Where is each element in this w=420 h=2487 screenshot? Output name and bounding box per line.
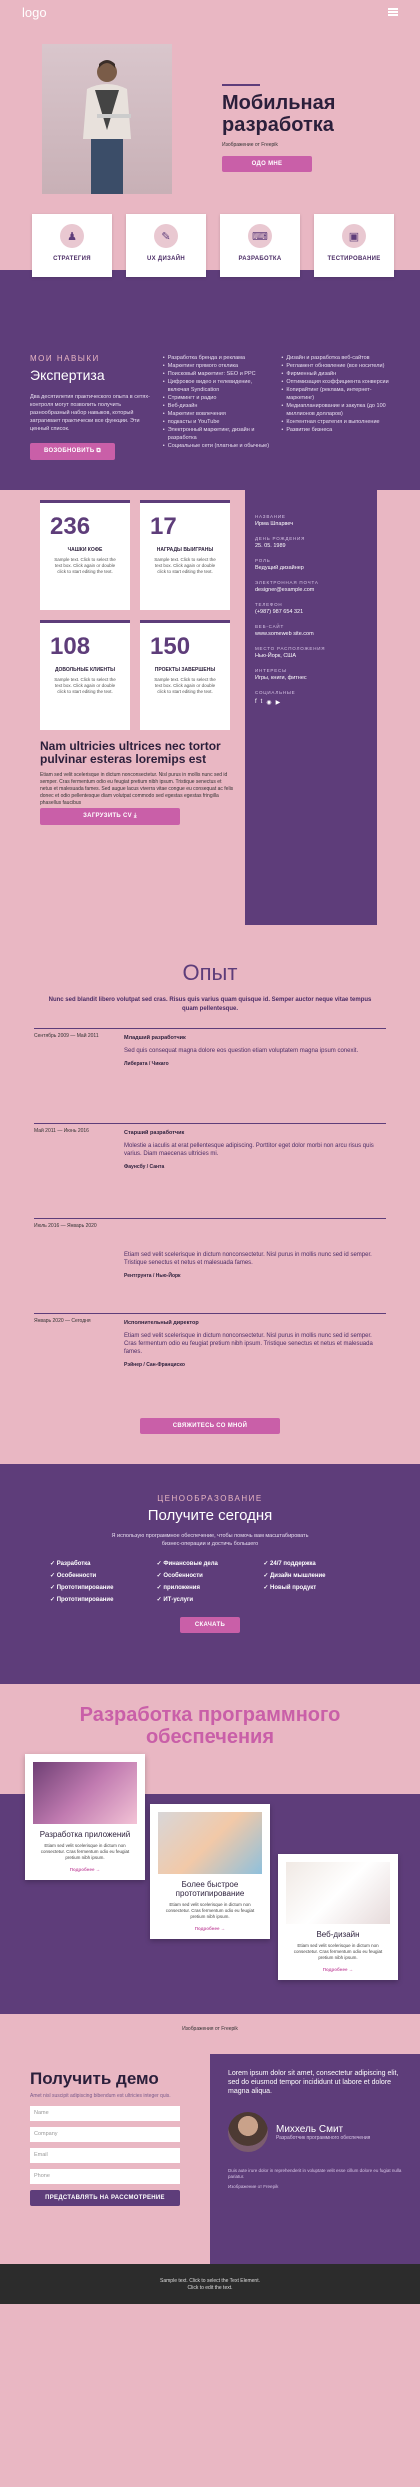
card-link[interactable]: Подробнее → [194, 1926, 226, 1931]
experience-body [124, 1223, 386, 1313]
demo-title: Получить демо [30, 2069, 159, 2088]
demo-text: Amet nisl suscipit adipiscing bibendum est ultricies integer quis. [30, 2093, 171, 2099]
feature-item: ✓ Финансовые дела [157, 1560, 264, 1567]
stat-text: Sample text. Click to select the text box. Click again or double click to start editing the text. [154, 557, 216, 574]
software-section [0, 1684, 420, 2054]
experience-company: Рентгрунта / Нью-Йорк [124, 1273, 181, 1279]
skill-item: • Электронный маркетинг, дизайн и разработка [163, 426, 272, 442]
skill-item: • Социальные сети (платные и обычные) [163, 442, 272, 450]
experience-item [34, 1313, 386, 1408]
section-heading: Nam ultricies ultrices nec tortor pulvinar esteras loremips est [40, 739, 221, 766]
service-card[interactable] [314, 214, 394, 277]
profile-value: Игры, книги, фитнес [255, 675, 307, 681]
page-title: Мобильная разработка [222, 92, 336, 136]
download-cv-button[interactable]: ЗАГРУЗИТЬ CV ⤓ [40, 808, 180, 825]
profile-value: Ирма Шпарвеч [255, 521, 294, 527]
card-image [158, 1812, 262, 1874]
experience-company: Фаунсбу / Санта [124, 1164, 165, 1170]
services-section [0, 214, 420, 354]
service-label: ТЕСТИРОВАНИЕ [327, 256, 381, 262]
experience-title: Опыт [182, 960, 238, 985]
name-field[interactable]: Name [30, 2106, 180, 2121]
menu-icon[interactable] [388, 8, 398, 16]
service-card[interactable] [220, 214, 300, 277]
service-card[interactable] [126, 214, 206, 277]
skill-item: • Поисковый маркетинг: SEO и PPC [163, 370, 272, 378]
profile-label: ДЕНЬ РОЖДЕНИЯ [255, 536, 306, 541]
skill-item: • Копирайтинг (реклама, интернет-маркетинг) [281, 386, 390, 402]
stat-number: 150 [150, 633, 191, 660]
phone-field[interactable]: Phone [30, 2169, 180, 2184]
experience-date: Январь 2020 — Сегодня [34, 1318, 91, 1324]
about-button[interactable]: ОДО МНЕ [222, 156, 312, 172]
profile-card [245, 490, 377, 925]
card-image [286, 1862, 390, 1924]
pricing-title: Получите сегодня [147, 1507, 273, 1524]
stat-number: 108 [50, 633, 91, 660]
card-title: Разработка приложений [39, 1830, 131, 1839]
development-icon: ⌨ [248, 224, 272, 248]
logo[interactable]: logo [22, 4, 47, 20]
skill-item: • Цифровое видео и телевидение, включая Syndication [163, 378, 272, 394]
stat-card [140, 620, 230, 730]
testimonial-quote: Lorem ipsum dolor sit amet, consectetur adipiscing elit, sed do eiusmod tempor incididunt ut labore et dolore magna aliqua. [228, 2070, 399, 2095]
email-field[interactable]: Email [30, 2148, 180, 2163]
profile-value: designer@example.com [255, 587, 315, 593]
image-credit[interactable]: Изображение от Freepik [228, 2184, 279, 2189]
skill-item: • Маркетинг вовлечения [163, 410, 272, 418]
expertise-text: Два десятилетия практического опыта в сетях-контроля могут позволить получить разнообразный набор навыков, который затрагивает практически все функции. Эти ценный список. [30, 394, 150, 432]
profile-label: ТЕЛЕФОН [255, 602, 283, 607]
card-title: Веб-дизайн [316, 1930, 360, 1939]
service-label: РАЗРАБОТКА [238, 256, 282, 262]
stat-caption: ДОВОЛЬНЫЕ КЛИЕНТЫ [54, 667, 116, 673]
experience-body [124, 1318, 386, 1408]
stat-text: Sample text. Click to select the text box. Click again or double click to start editing the text. [54, 677, 116, 694]
stat-card [40, 500, 130, 610]
profile-value: Ведущий дизайнер [255, 565, 304, 571]
service-label: UX ДИЗАЙН [146, 256, 186, 262]
feature-item: ✓ Особенности [157, 1572, 264, 1579]
feature-item: ✓ 24/7 поддержка [263, 1560, 370, 1567]
card-link[interactable]: Подробнее → [69, 1867, 101, 1872]
card-text: Etiam sed velit scelerisque in dictum non consectetur. Cras fermentum odio eu feugiat pretium nibh ipsum. [40, 1843, 130, 1860]
skill-item: • Стримингт и радио [163, 394, 272, 402]
skills-list-2 [281, 354, 390, 460]
card-image [33, 1762, 137, 1824]
feature-item: ✓ Дизайн мышление [263, 1572, 370, 1579]
card-text: Etiam sed velit scelerisque in dictum non consectetur. Cras fermentum odio eu feugiat pretium nibh ipsum. [293, 1943, 383, 1960]
stat-caption: ЧАШКИ КОФЕ [67, 547, 103, 553]
download-button[interactable]: СКАЧАТЬ [180, 1617, 240, 1633]
experience-item [34, 1218, 386, 1313]
profile-value: (+987) 987 654 321 [255, 609, 304, 615]
expertise-title: Экспертиза [30, 367, 105, 383]
stat-card [40, 620, 130, 730]
resume-button[interactable]: ВОЗОБНОВИТЬ ⧉ [30, 443, 115, 460]
feature-item: ✓ Новый продукт [263, 1584, 370, 1591]
skills-list-1 [163, 354, 272, 460]
experience-date: Июль 2016 — Январь 2020 [34, 1223, 97, 1229]
skill-item: • Регламент обновление (все носители) [281, 362, 390, 370]
images-credit[interactable]: Изображения от Freepik [182, 2026, 238, 2032]
profile-value: 25. 05. 1989 [255, 543, 286, 549]
company-field[interactable]: Company [30, 2127, 180, 2142]
title-divider [222, 84, 260, 86]
pricing-section [0, 1464, 420, 1684]
pricing-subtitle: ЦЕНООБРАЗОВАНИЕ [157, 1494, 263, 1503]
stat-number: 236 [50, 513, 91, 540]
experience-item [34, 1028, 386, 1123]
experience-intro: Nunc sed blandit libero volutpat sed cras. Risus quis varius quam quisque id. Semper auctor neque vitae tempus quam pellentesque. [48, 997, 372, 1012]
experience-desc: Etiam sed velit scelerisque in dictum nonconsectetur. Nisl purus in mollis nunc sed id semper. Cras fermentum odio eu feugiat pretium nibh ipsum. Tristique senectus et netus et malesuada fames. [124, 1333, 373, 1355]
service-card[interactable] [150, 1804, 270, 1939]
skill-item: • Разработка бренда и реклама [163, 354, 272, 362]
experience-body [124, 1033, 386, 1123]
feature-item: ✓ Особенности [50, 1572, 157, 1579]
skill-item: • Маркетинг прямого отклика [163, 362, 272, 370]
instagram-icon[interactable]: ◉ [266, 700, 272, 706]
skill-item: • Дизайн и разработка веб-сайтов [281, 354, 390, 362]
testimonial-note: Duis aute irure dolor in reprehenderit in voluptate velit esse cillum dolore eu fugiat nulla pariatur. [228, 2168, 402, 2179]
ux-design-icon: ✎ [154, 224, 178, 248]
experience-role: Старший разработчик [124, 1130, 185, 1136]
profile-label: ЭЛЕКТРОННАЯ ПОЧТА [255, 580, 319, 585]
twitter-icon[interactable]: t [260, 699, 263, 705]
feature-item: ✓ Прототипирование [50, 1584, 157, 1591]
profile-label: СОЦИАЛЬНЫЕ [255, 690, 296, 695]
experience-company: Либерата / Чикаго [124, 1061, 169, 1067]
avatar [228, 2112, 268, 2152]
profile-label: РОЛЬ [255, 558, 271, 563]
footer-text: Click to edit the text. [187, 2285, 233, 2291]
card-text: Etiam sed velit scelerisque in dictum non consectetur. Cras fermentum odio eu feugiat pretium nibh ipsum. [165, 1902, 255, 1919]
header [0, 0, 420, 24]
stat-caption: ПРОЕКТЫ ЗАВЕРШЕНЫ [154, 667, 216, 673]
footer-text: Sample text. Click to select the Text Element. [160, 2278, 260, 2284]
image-credit[interactable]: Изображение от Freepik [222, 142, 278, 148]
expertise-section [0, 354, 420, 490]
experience-desc: Molestie a iaculis at erat pellentesque adipiscing. Porttitor eget dolor morbi non arcu risus quis varius. Diam maecenas ultricies mi. [124, 1143, 374, 1157]
service-card[interactable] [278, 1854, 398, 1980]
profile-label: ВЕБ-САЙТ [255, 624, 284, 629]
experience-role: Исполнительный директор [124, 1320, 199, 1326]
skill-item: • Контентная стратегия и выполнение [281, 418, 390, 426]
contact-button[interactable]: СВЯЖИТЕСЬ СО МНОЙ [140, 1418, 280, 1434]
youtube-icon[interactable]: ▶ [275, 700, 281, 706]
pricing-text: Я использую программное обеспечение, чтобы помочь вам масштабировать бизнес-операции и достичь большего [111, 1533, 309, 1547]
testing-icon: ▣ [342, 224, 366, 248]
hero-photo [42, 44, 172, 194]
demo-section [0, 2054, 420, 2264]
service-label: СТРАТЕГИЯ [53, 256, 91, 262]
stat-text: Sample text. Click to select the text box. Click again or double click to start editing the text. [154, 677, 216, 694]
feature-item: ✓ приложения [157, 1584, 264, 1591]
skill-item: • Медиапланирование и закупка (до 100 миллионов долларов) [281, 402, 390, 418]
service-card[interactable] [32, 214, 112, 277]
skill-item: • Фирменный дизайн [281, 370, 390, 378]
card-link[interactable]: Подробнее → [322, 1967, 354, 1972]
skill-item: • Оптимизация коэффициента конверсии [281, 378, 390, 386]
experience-date: Май 2011 — Июнь 2016 [34, 1128, 89, 1134]
footer [0, 2264, 420, 2304]
experience-desc: Etiam sed velit scelerisque in dictum nonconsectetur. Nisl purus in mollis nunc sed id semper. Tristique senectus et netus et malesuada fames. [124, 1252, 372, 1266]
experience-section [0, 960, 420, 1464]
feature-item: ✓ Разработка [50, 1560, 157, 1567]
stat-number: 17 [150, 513, 177, 540]
experience-item [34, 1123, 386, 1218]
facebook-icon[interactable]: f [255, 699, 257, 705]
stat-card [140, 500, 230, 610]
profile-label: НАЗВАНИЕ [255, 514, 286, 519]
software-title: Разработка программного обеспечения [79, 1704, 341, 1748]
expertise-subtitle: МОИ НАВЫКИ [30, 354, 100, 363]
feature-item: ✓ ИТ-услуги [157, 1596, 264, 1603]
feature-item: ✓ Прототипирование [50, 1596, 157, 1603]
skill-item: • подкасты и YouTube [163, 418, 272, 426]
skill-item: • Развитие бизнеса [281, 426, 390, 434]
author-role: Разработчик программного обеспечения [276, 2134, 371, 2141]
hero [0, 24, 420, 214]
profile-label: ИНТЕРЕСЫ [255, 668, 287, 673]
stat-caption: НАГРАДЫ ВЫИГРАНЫ [156, 547, 214, 553]
profile-value: www.someweb site.com [255, 631, 314, 637]
experience-date: Сентябрь 2009 — Май 2011 [34, 1033, 99, 1039]
experience-role: Младший разработчик [124, 1035, 186, 1041]
person-with-laptop-image [77, 54, 137, 194]
strategy-icon: ♟ [60, 224, 84, 248]
section-text: Etiam sed velit scelerisque in dictum nonconsectetur. Nisl purus in mollis nunc sed id semper. Cras fermentum odio eu feugiat pretium nibh ipsum. Tristique senectus et netus et malesuada fames. Sed augue lacus viverra vitae congue eu consequat ac felis donec et odio pellentesque diam volutpat commodo sed egestas egestas fringilla phasellus faucibus [40, 772, 234, 806]
stat-text: Sample text. Click to select the text box. Click again or double click to start editing the text. [54, 557, 116, 574]
submit-button[interactable]: ПРЕДСТАВЛЯТЬ НА РАССМОТРЕНИЕ [30, 2190, 180, 2206]
profile-value: Нью-Йорк, США [255, 653, 297, 659]
skill-item: • Веб-дизайн [163, 402, 272, 410]
author-name: Миххель Смит [276, 2123, 344, 2135]
experience-body [124, 1128, 386, 1218]
experience-company: Рэйнер / Сан-Франциско [124, 1362, 185, 1368]
experience-desc: Sed quis consequat magna dolore eos question etiam voluptatem magna ipsum conexit. [124, 1048, 359, 1054]
stats-section [0, 490, 420, 960]
profile-label: МЕСТО РАСПОЛОЖЕНИЯ [255, 646, 326, 651]
service-card[interactable] [25, 1754, 145, 1880]
card-title: Более быстрое прототипирование [175, 1880, 245, 1898]
